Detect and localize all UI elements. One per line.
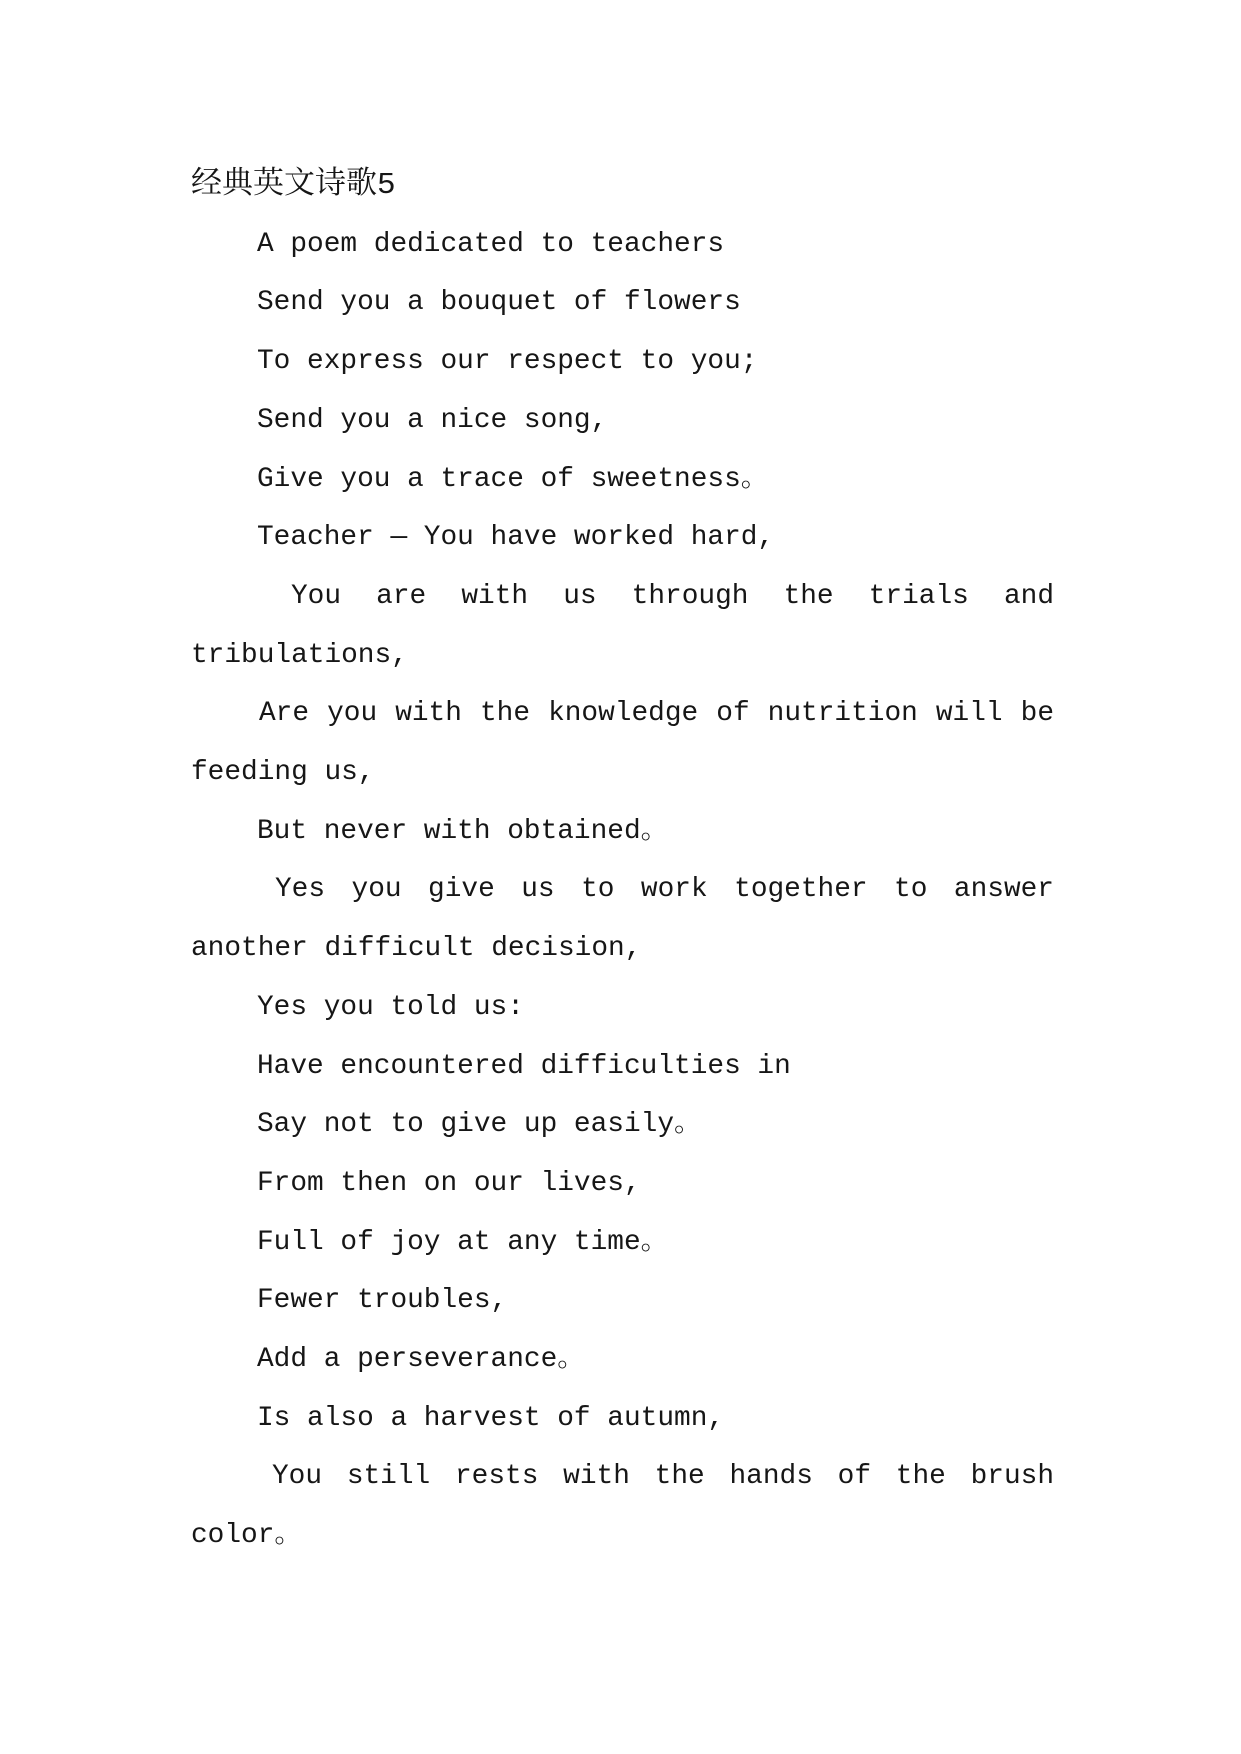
poem-paragraph: Send you a bouquet of flowers bbox=[257, 287, 741, 319]
document-title: 经典英文诗歌5 bbox=[191, 168, 396, 203]
poem-paragraph: To express our respect to you; bbox=[257, 346, 758, 378]
poem-paragraph: A poem dedicated to teachers bbox=[257, 228, 725, 260]
poem-paragraph: Are you with the knowledge of nutrition will be feeding us, bbox=[191, 698, 1054, 789]
document-body bbox=[191, 157, 1054, 1566]
poem-paragraph: You are with us through the trials and tribulations, bbox=[191, 580, 1054, 671]
poem-paragraph: But never with obtained。 bbox=[257, 815, 669, 847]
poem-paragraph: Give you a trace of sweetness。 bbox=[257, 463, 769, 495]
poem-paragraph: Teacher — You have worked hard, bbox=[257, 522, 775, 554]
poem-paragraph: From then on our lives, bbox=[257, 1167, 641, 1199]
poem-paragraph: Is also a harvest of autumn, bbox=[257, 1402, 725, 1434]
poem-paragraph: Yes you told us: bbox=[257, 991, 524, 1023]
poem-paragraph: Yes you give us to work together to answer another difficult decision, bbox=[191, 874, 1054, 965]
poem-paragraph: Fewer troubles, bbox=[257, 1285, 508, 1317]
poem-paragraph: You still rests with the hands of the brush color。 bbox=[191, 1461, 1054, 1552]
poem-paragraph: Full of joy at any time。 bbox=[257, 1226, 669, 1258]
poem-paragraph: Send you a nice song, bbox=[257, 404, 608, 436]
poem-paragraph: Say not to give up easily。 bbox=[257, 1109, 702, 1141]
poem-paragraph: Add a perseverance。 bbox=[257, 1344, 586, 1376]
poem-paragraph: Have encountered difficulties in bbox=[257, 1050, 791, 1082]
